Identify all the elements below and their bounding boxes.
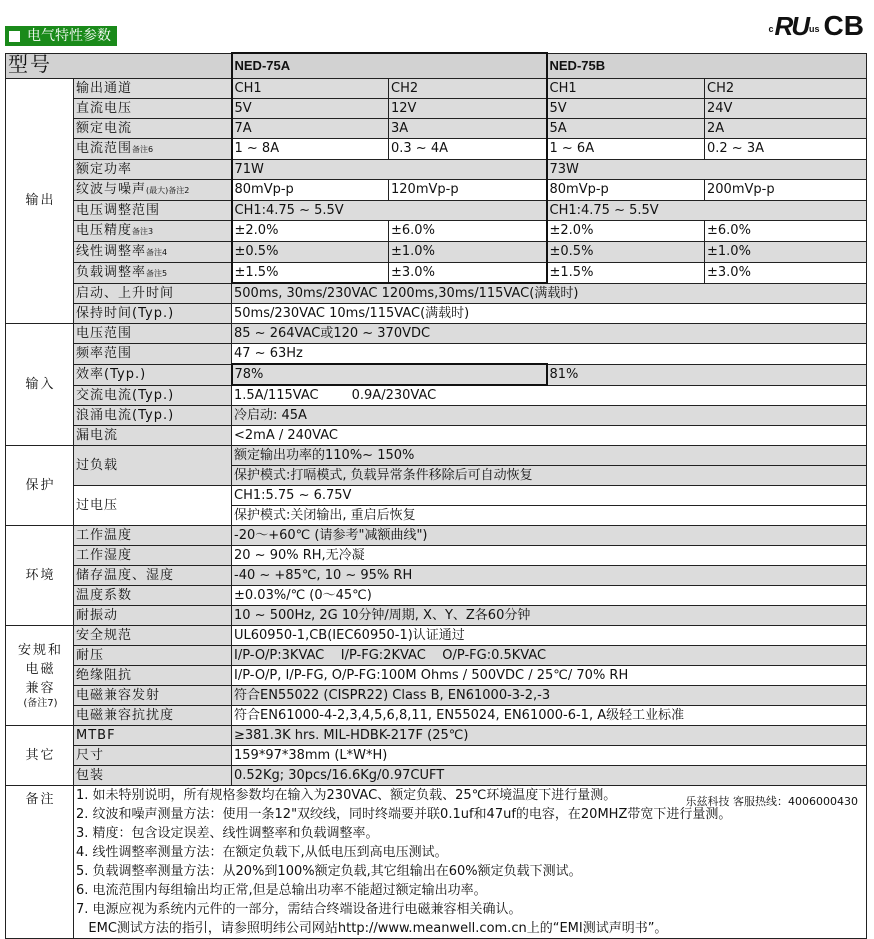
certification-logo	[768, 10, 864, 42]
category-output: 输出	[6, 78, 74, 324]
table-row	[6, 726, 867, 746]
label-rated-power: 额定功率	[74, 159, 232, 179]
value-cell: ≥381.3K hrs. MIL-HDBK-217F (25℃)	[232, 726, 867, 746]
label-current-range	[74, 138, 232, 159]
value-cell: CH1:4.75 ~ 5.5V	[232, 200, 547, 220]
value-cell: CH1:5.75 ~ 6.75V	[232, 486, 867, 506]
label-leakage: 漏电流	[74, 426, 232, 446]
value-cell: ±1.5%	[232, 262, 389, 283]
value-cell: ±0.03%/℃ (0～45℃)	[232, 586, 867, 606]
category-safety-note: (备注7)	[23, 698, 58, 709]
label-channel: 输出通道	[74, 78, 232, 98]
label-note: 备注6	[132, 144, 154, 154]
label-isolation: 绝缘阻抗	[74, 666, 232, 686]
value-cell: 73W	[547, 159, 867, 179]
value-cell: 500ms, 30ms/230VAC 1200ms,30ms/115VAC(满载时)	[232, 283, 867, 304]
category-safety-line1: 安规和	[17, 643, 63, 658]
category-other: 其它	[6, 726, 74, 786]
table-row	[6, 241, 867, 262]
value-cell: CH2	[705, 78, 867, 98]
model-row	[6, 53, 867, 78]
label-withstand: 耐压	[74, 646, 232, 666]
table-row	[6, 200, 867, 220]
section-title: 电气特性参数	[27, 28, 111, 44]
value-cell: I/P-O/P:3KVAC I/P-FG:2KVAC O/P-FG:0.5KVAC	[232, 646, 867, 666]
value-cell: ±2.0%	[232, 220, 389, 241]
value-cell: UL60950-1,CB(IEC60950-1)认证通过	[232, 626, 867, 646]
label-humidity: 工作湿度	[74, 546, 232, 566]
label-text: 线性调整率	[76, 243, 147, 259]
category-safety-emc	[6, 626, 74, 726]
table-row	[6, 179, 867, 200]
value-cell: 80mVp-p	[547, 179, 705, 200]
value-cell: 7A	[232, 118, 389, 138]
note-line: 4. 线性调整率测量方法：在额定负载下,从低电压到高电压测试。	[76, 845, 448, 860]
label-typ: (Typ.)	[104, 367, 147, 382]
label-rated-current: 额定电流	[74, 118, 232, 138]
category-input: 输入	[6, 324, 74, 446]
label-typ: (Typ.)	[132, 306, 175, 321]
label-vibration: 耐振动	[74, 606, 232, 626]
category-environment: 环境	[6, 526, 74, 626]
value-cell: CH1	[232, 78, 389, 98]
label-storage: 储存温度、湿度	[74, 566, 232, 586]
cert-us: us	[809, 24, 820, 34]
table-row	[6, 566, 867, 586]
value-cell: 冷启动: 45A	[232, 406, 867, 426]
value-cell: 81%	[547, 364, 867, 385]
table-row	[6, 262, 867, 283]
value-cell: 71W	[232, 159, 547, 179]
notes-cell	[74, 786, 867, 939]
table-row	[6, 364, 867, 385]
table-row	[6, 220, 867, 241]
table-row	[6, 446, 867, 466]
label-overload: 过负载	[74, 446, 232, 486]
label-text: 交流电流	[76, 387, 133, 403]
label-text: 电压精度	[76, 222, 133, 238]
table-row	[6, 746, 867, 766]
value-cell: I/P-O/P, I/P-FG, O/P-FG:100M Ohms / 500VDC / 25℃/ 70% RH	[232, 666, 867, 686]
label-safety-standards: 安全规范	[74, 626, 232, 646]
table-row	[6, 385, 867, 406]
value-cell: ±1.5%	[547, 262, 705, 283]
value-cell: -20～+60℃ (请参考"减额曲线")	[232, 526, 867, 546]
value-cell: 0.52Kg; 30pcs/16.6Kg/0.97CUFT	[232, 766, 867, 786]
value-cell: 额定输出功率的110%~ 150%	[232, 446, 867, 466]
section-title-badge	[5, 26, 117, 46]
notes-row	[6, 786, 867, 939]
value-cell: 1 ~ 6A	[547, 138, 705, 159]
value-cell: 47 ~ 63Hz	[232, 344, 867, 365]
table-row	[6, 626, 867, 646]
value-cell: ±1.0%	[705, 241, 867, 262]
note-line: 7. 电源应视为系统内元件的一部分，需结合终端设备进行电磁兼容相关确认。	[76, 902, 522, 917]
value-cell: ±3.0%	[705, 262, 867, 283]
label-typ: (Typ.)	[132, 408, 175, 423]
value-cell: CH1	[547, 78, 705, 98]
label-note: 备注4	[146, 247, 168, 257]
label-packing: 包装	[74, 766, 232, 786]
label-overvoltage: 过电压	[74, 486, 232, 526]
value-cell: 12V	[389, 98, 547, 118]
value-cell: 1 ~ 8A	[232, 138, 389, 159]
value-cell: 85 ~ 264VAC或120 ~ 370VDC	[232, 324, 867, 344]
value-cell: 0.2 ~ 3A	[705, 138, 867, 159]
note-line: 3. 精度：包含设定误差、线性调整率和负载调整率。	[76, 826, 379, 841]
label-text: 浪涌电流	[76, 408, 133, 423]
table-row	[6, 98, 867, 118]
label-dc-voltage: 直流电压	[74, 98, 232, 118]
table-row	[6, 406, 867, 426]
table-row	[6, 426, 867, 446]
value-cell: CH1:4.75 ~ 5.5V	[547, 200, 867, 220]
label-efficiency	[74, 364, 232, 385]
value-cell: ±6.0%	[705, 220, 867, 241]
label-frequency: 频率范围	[74, 344, 232, 365]
value-cell: 200mVp-p	[705, 179, 867, 200]
label-line-reg	[74, 241, 232, 262]
label-tolerance	[74, 220, 232, 241]
value-cell: <2mA / 240VAC	[232, 426, 867, 446]
value-cell: 5A	[547, 118, 705, 138]
label-setup: 启动、上升时间	[74, 283, 232, 304]
value-cell: 2A	[705, 118, 867, 138]
table-row	[6, 666, 867, 686]
value-cell: ±3.0%	[389, 262, 547, 283]
label-text: 负载调整率	[76, 264, 147, 280]
cb-logo: CB	[823, 10, 864, 41]
value-cell: 120mVp-p	[389, 179, 547, 200]
spec-table	[5, 52, 867, 939]
table-row	[6, 283, 867, 304]
value-cell: 符合EN55022 (CISPR22) Class B, EN61000-3-2,-3	[232, 686, 867, 706]
label-note: 备注3	[132, 226, 154, 236]
table-row	[6, 159, 867, 179]
note-line: 6. 电流范围内每组输出均正常,但是总输出功率不能超过额定输出功率。	[76, 883, 487, 898]
value-cell: 保护模式:关闭输出, 重启后恢复	[232, 506, 867, 526]
value-cell: -40 ~ +85℃, 10 ~ 95% RH	[232, 566, 867, 586]
table-row	[6, 78, 867, 98]
value-cell: 20 ~ 90% RH,无冷凝	[232, 546, 867, 566]
label-inrush	[74, 406, 232, 426]
label-text: 保持时间	[76, 306, 133, 321]
model-b: NED-75B	[547, 53, 867, 78]
note-line: 2. 纹波和噪声测量方法：使用一条12"双绞线，同时终端要并联0.1uf和47uf的电容，在20MHZ带宽下进行量测。	[76, 807, 732, 822]
hotline-text: 乐兹科技 客服热线：4006000430	[685, 795, 858, 808]
cert-c: c	[768, 24, 774, 34]
table-row	[6, 304, 867, 324]
label-ripple	[74, 179, 232, 200]
value-cell: 10 ~ 500Hz, 2G 10分钟/周期, X、Y、Z各60分钟	[232, 606, 867, 626]
value-cell: 保护模式:打嗝模式, 负载异常条件移除后可自动恢复	[232, 466, 867, 486]
label-emc-emission: 电磁兼容发射	[74, 686, 232, 706]
label-ac-current	[74, 385, 232, 406]
table-row	[6, 606, 867, 626]
label-input-voltage: 电压范围	[74, 324, 232, 344]
category-protection: 保护	[6, 446, 74, 526]
value-cell: 符合EN61000-4-2,3,4,5,6,8,11, EN55024, EN61000-6-1, A级轻工业标准	[232, 706, 867, 726]
table-row	[6, 138, 867, 159]
note-line: 1. 如未特别说明，所有规格参数均在输入为230VAC、额定负载、25℃环境温度下进行量测。	[76, 788, 617, 803]
table-row	[6, 546, 867, 566]
label-text: 电流范围	[76, 140, 133, 156]
value-cell: CH2	[389, 78, 547, 98]
label-note: 备注5	[146, 268, 168, 278]
value-cell: 159*97*38mm (L*W*H)	[232, 746, 867, 766]
value-cell: 80mVp-p	[232, 179, 389, 200]
value-cell: 50ms/230VAC 10ms/115VAC(满载时)	[232, 304, 867, 324]
label-text: 效率	[76, 367, 105, 382]
value-cell: 5V	[232, 98, 389, 118]
label-mtbf: MTBF	[74, 726, 232, 746]
notes-container	[76, 786, 866, 938]
label-dimension: 尺寸	[74, 746, 232, 766]
category-safety-line3: 兼容	[25, 681, 56, 696]
note-line: EMC测试方法的指引，请参照明纬公司网站http://www.meanwell.com.cn上的“EMI测试声明书”。	[76, 921, 668, 936]
value-cell: 5V	[547, 98, 705, 118]
category-notes: 备注	[6, 786, 74, 939]
label-note: (最大)备注2	[146, 185, 190, 195]
value-cell: ±0.5%	[547, 241, 705, 262]
table-row	[6, 586, 867, 606]
value-cell: ±0.5%	[232, 241, 389, 262]
model-a: NED-75A	[232, 53, 547, 78]
label-emc-immunity: 电磁兼容抗扰度	[74, 706, 232, 726]
label-hold	[74, 304, 232, 324]
table-row	[6, 526, 867, 546]
label-temp-coeff: 温度系数	[74, 586, 232, 606]
table-row	[6, 766, 867, 786]
label-text: 纹波与噪声	[76, 181, 147, 197]
ul-logo-mark: RU	[774, 11, 809, 41]
label-working-temp: 工作温度	[74, 526, 232, 546]
value-cell: 24V	[705, 98, 867, 118]
model-label: 型号	[6, 53, 232, 78]
value-cell: 1.5A/115VAC 0.9A/230VAC	[232, 385, 867, 406]
label-typ: (Typ.)	[132, 387, 175, 403]
value-cell: ±6.0%	[389, 220, 547, 241]
label-load-reg	[74, 262, 232, 283]
table-row	[6, 706, 867, 726]
value-cell: ±1.0%	[389, 241, 547, 262]
table-row	[6, 324, 867, 344]
table-row	[6, 344, 867, 365]
table-row	[6, 486, 867, 506]
note-line: 5. 负载调整率测量方法：从20%到100%额定负载,其它组输出在60%额定负载下测试。	[76, 864, 582, 879]
value-cell: ±2.0%	[547, 220, 705, 241]
value-cell: 0.3 ~ 4A	[389, 138, 547, 159]
value-cell: 78%	[232, 364, 547, 385]
label-adj-range: 电压调整范围	[74, 200, 232, 220]
category-safety-line2: 电磁	[25, 662, 56, 677]
table-row	[6, 118, 867, 138]
value-cell: 3A	[389, 118, 547, 138]
table-row	[6, 686, 867, 706]
table-row	[6, 646, 867, 666]
square-icon	[9, 31, 20, 42]
